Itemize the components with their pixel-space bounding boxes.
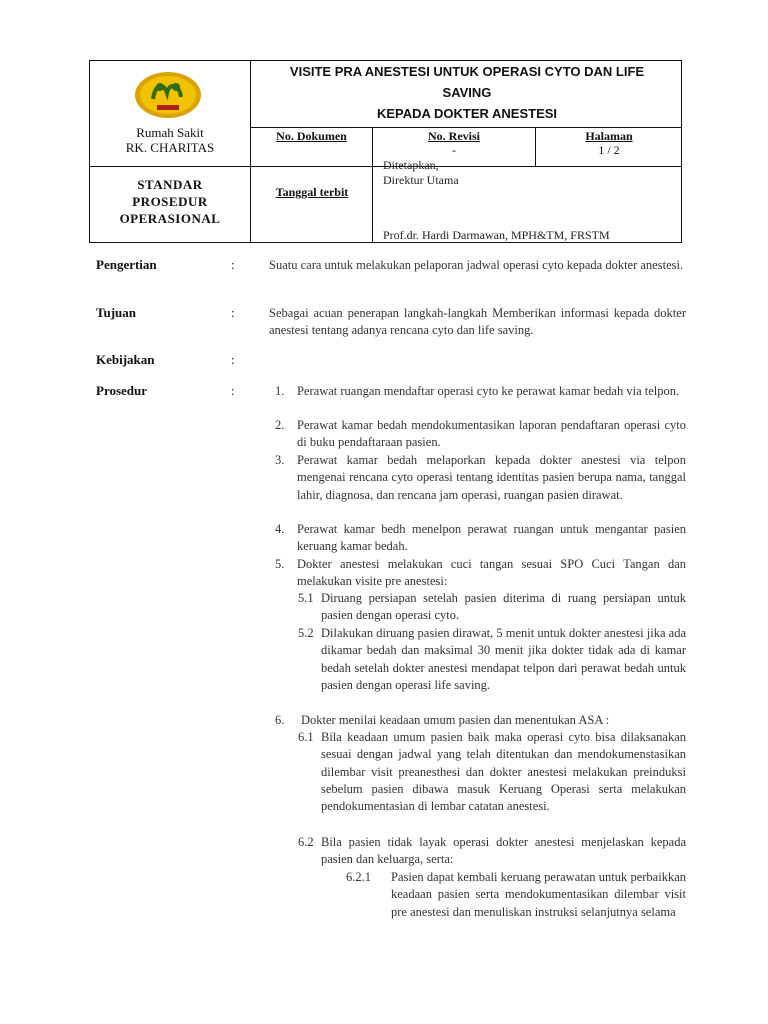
procedure-substep-text: Dilakukan diruang pasien dirawat, 5 menit untuk dokter anestesi jika ada dikamar bedah dan maksimal 30 menit jika dokter tidak ada di kamar bedah setelah dokter anestesi mendapat telpon dari perawat bedah untuk pasien dengan operasi life saving. [321,626,686,692]
colon: : [231,305,235,320]
kebijakan-label: Kebijakan [96,352,155,367]
page-value: 1 / 2 [598,143,620,157]
hospital-name-line: Rumah Sakit [136,125,204,140]
spo-label-line: PROSEDUR [132,194,208,209]
tujuan-label: Tujuan [96,305,136,320]
procedure-step-text: Perawat kamar bedah mendokumentasikan laporan pendaftaran operasi cyto di buku pendaftaraan pasien. [297,418,686,450]
signatory-name: Prof.dr. Hardi Darmawan, MPH&TM, FRSTM [383,228,610,242]
procedure-step-number: 4. [275,522,285,536]
procedure-substep-text: Bila pasien tidak layak operasi dokter anestesi menjelaskan kepada pasien dan keluarga, serta: [321,835,686,867]
document-title-line: VISITE PRA ANESTESI UNTUK OPERASI CYTO DAN LIFE [289,64,645,79]
pengertian-label: Pengertian [96,257,157,272]
procedure-step-text: Perawat kamar bedh menelpon perawat ruangan untuk mengantar pasien keruang kamar bedah. [297,522,686,554]
procedure-substep-text: Bila keadaan umum pasien baik maka operasi cyto bisa dilaksanakan sesuai dengan jadwal yang telah ditentukan dan mendokumenstasikan dilembar visit preanesthesi dan dokter anestesi melakukan preinduksi sebelum pasien dibawa masuk Keruang Operasi serta melakukan pendokumentasian di lembar catatan anestesi. [321,730,686,814]
procedure-step-number: 2. [275,418,285,432]
hospital-logo-area [90,61,250,166]
issue-date-label: Tanggal terbit [275,185,349,199]
hospital-name-line: RK. CHARITAS [125,140,215,155]
doc-number-label: No. Dokumen [276,129,347,143]
colon: : [231,257,235,272]
approval-line: Direktur Utama [383,173,459,187]
procedure-substep-number: 6.2 [298,835,314,849]
spo-label-line: STANDAR [137,177,203,192]
colon: : [231,383,235,398]
revision-label: No. Revisi [428,129,480,143]
document-header-table [89,60,682,243]
procedure-step-text: Dokter anestesi melakukan cuci tangan sesuai SPO Cuci Tangan dan melakukan visite pre anestesi: [297,557,686,589]
procedure-step-number: 5. [275,557,285,571]
procedure-subsubstep-number: 6.2.1 [346,870,371,884]
colon: : [231,352,235,367]
header-divider [250,127,682,128]
procedure-step-number: 1. [275,384,285,398]
page-label: Halaman [585,129,633,143]
procedure-step-text: Dokter menilai keadaan umum pasien dan menentukan ASA : [301,713,610,727]
revision-value: - [452,143,456,157]
procedure-substep-number: 5.2 [298,626,314,640]
hospital-logo [133,71,203,119]
procedure-step-text: Perawat kamar bedah melaporkan kepada dokter anestesi via telpon mengenai rencana cyto operasi tentang identitas pasien berupa nama, tanggal lahir, diagnosa, dan rencana jam operasi, ruangan pasien dirawat. [297,453,686,502]
pengertian-text: Suatu cara untuk melakukan pelaporan jadwal operasi cyto kepada dokter anestesi. [269,258,684,272]
spo-label-line: OPERASIONAL [119,211,221,226]
document-title-line: KEPADA DOKTER ANESTESI [376,106,558,121]
approval-line: Ditetapkan, [383,158,439,172]
procedure-substep-number: 5.1 [298,591,314,605]
procedure-step-number: 3. [275,453,285,467]
procedure-subsubstep-text: Pasien dapat kembali keruang perawatan untuk perbaikkan keadaan pasien serta mendokumentasikan dilembar visit pre anestesi dan menuliskan instruksi selanjutnya selama [391,870,686,919]
procedure-substep-text: Diruang persiapan setelah pasien diterima di ruang persiapan untuk pasien dengan operasi cyto. [321,591,686,623]
procedure-step-number: 6. [275,713,285,727]
spo-label [90,176,250,227]
procedure-substep-number: 6.1 [298,730,314,744]
document-title-line: SAVING [442,85,492,100]
prosedur-label: Prosedur [96,383,148,398]
tujuan-text: Sebagai acuan penerapan langkah-langkah Memberikan informasi kepada dokter anestesi tentang adanya rencana cyto dan life saving. [269,306,686,337]
procedure-step-text: Perawat ruangan mendaftar operasi cyto ke perawat kamar bedah via telpon. [297,384,680,398]
